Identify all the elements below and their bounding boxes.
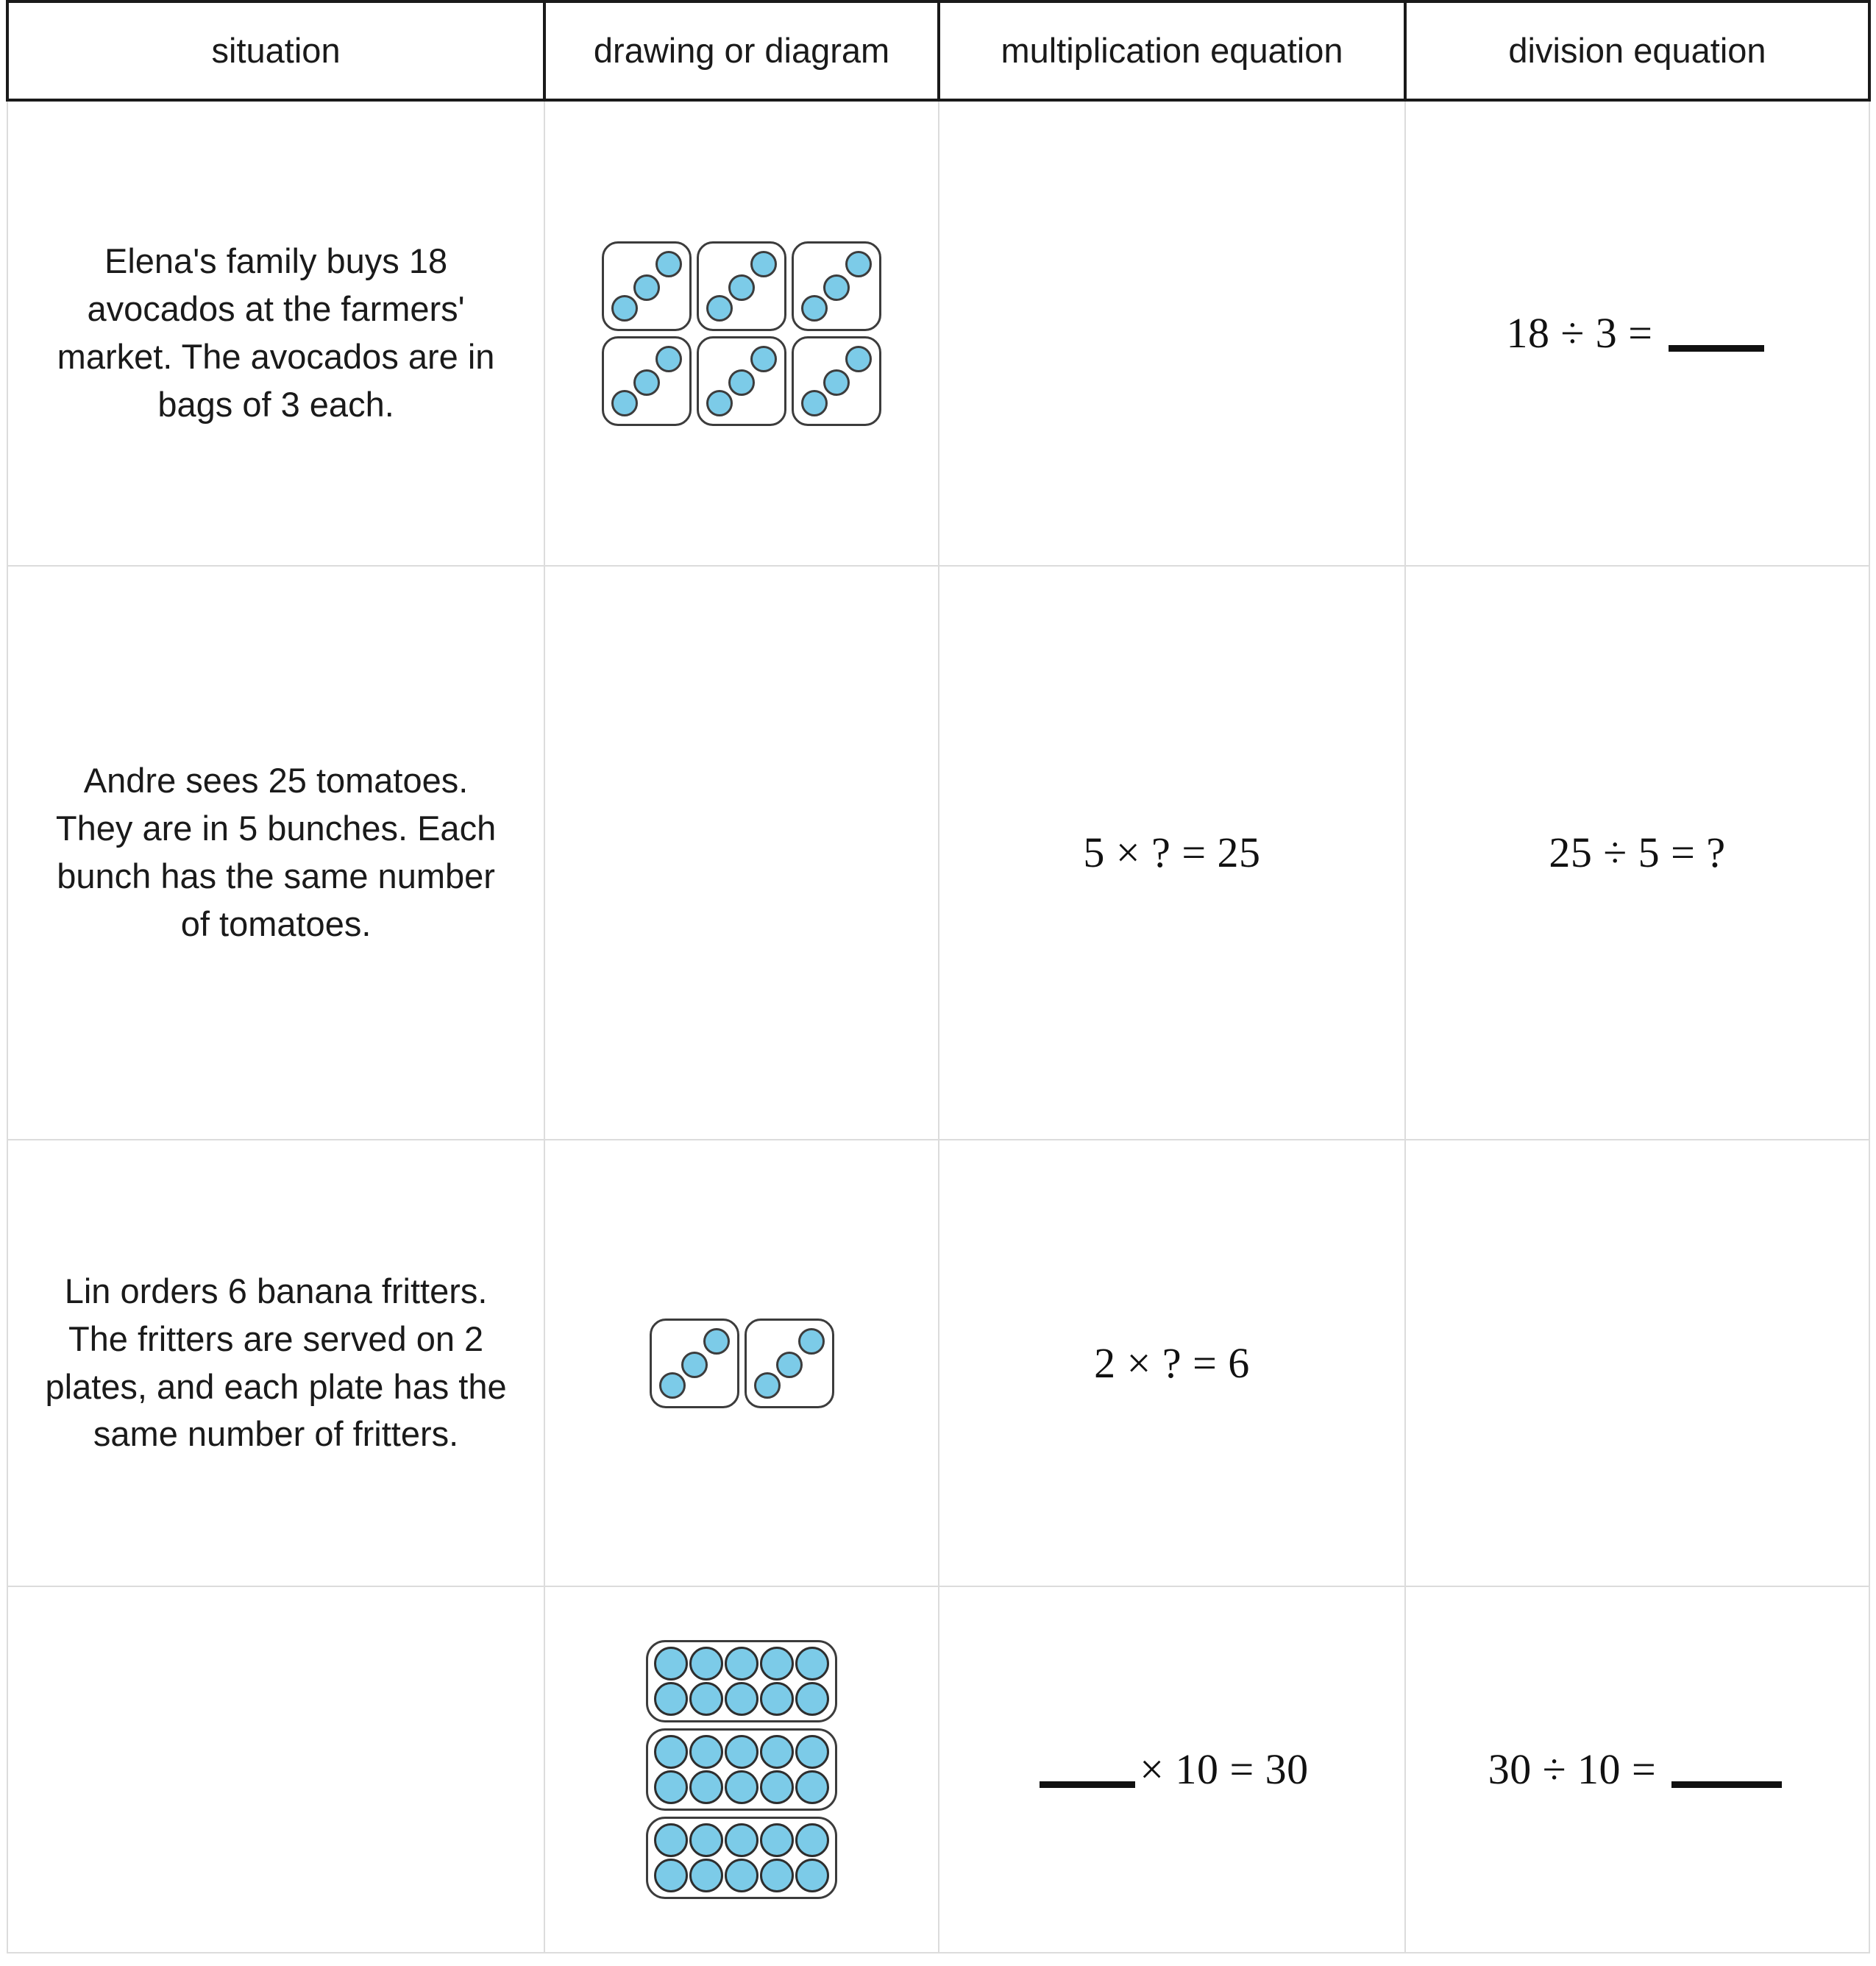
dot-icon bbox=[795, 1770, 829, 1804]
dot-icon bbox=[681, 1352, 708, 1378]
table-row bbox=[7, 1140, 1869, 1586]
diagram-drawing-area[interactable] bbox=[551, 849, 932, 856]
dot-row bbox=[654, 1770, 829, 1804]
dot-icon bbox=[795, 1735, 829, 1769]
situation-text: Lin orders 6 banana fritters. The fritters are served on 2 plates, and each plate has the same number of fritters. bbox=[45, 1271, 507, 1454]
column-header-division: division equation bbox=[1405, 1, 1869, 100]
dot-icon bbox=[728, 369, 755, 396]
dot-icon bbox=[795, 1682, 829, 1716]
die bbox=[745, 1319, 834, 1408]
dot-row bbox=[654, 1682, 829, 1716]
situation-cell bbox=[7, 1140, 544, 1586]
dot-icon bbox=[750, 346, 777, 372]
situation-text: Elena's family buys 18 avocados at the farmers' market. The avocados are in bags of 3 each. bbox=[57, 241, 495, 424]
column-header-situation: situation bbox=[7, 1, 544, 100]
die bbox=[697, 336, 786, 426]
dot-icon bbox=[760, 1735, 794, 1769]
dot-icon bbox=[654, 1682, 688, 1716]
dot-icon bbox=[654, 1823, 688, 1857]
division-equation: 25 ÷ 5 = ? bbox=[1549, 828, 1726, 877]
groups-of-ten-diagram bbox=[551, 1640, 932, 1899]
dot-icon bbox=[760, 1770, 794, 1804]
dot-icon bbox=[655, 346, 682, 372]
dot-icon bbox=[611, 295, 638, 322]
dot-icon bbox=[654, 1859, 688, 1892]
dot-icon bbox=[689, 1735, 723, 1769]
multiplication-equation-text: × 10 = 30 bbox=[1140, 1745, 1309, 1794]
division-equation bbox=[1412, 308, 1863, 359]
group-of-ten bbox=[646, 1817, 837, 1899]
diagram-cell bbox=[544, 1140, 939, 1586]
dot-icon bbox=[801, 390, 828, 416]
dot-icon bbox=[633, 369, 660, 396]
dot-row bbox=[654, 1647, 829, 1681]
multiplication-equation bbox=[945, 1744, 1399, 1795]
dot-icon bbox=[801, 295, 828, 322]
dot-icon bbox=[760, 1682, 794, 1716]
diagram-cell bbox=[544, 1586, 939, 1953]
answer-blank[interactable] bbox=[1671, 1781, 1782, 1788]
multiplication-equation: 2 × ? = 6 bbox=[1094, 1338, 1250, 1387]
dice-group-diagram bbox=[594, 241, 889, 426]
dot-icon bbox=[689, 1770, 723, 1804]
dot-icon bbox=[725, 1770, 758, 1804]
die bbox=[792, 336, 881, 426]
table-header bbox=[7, 1, 1869, 100]
dot-icon bbox=[776, 1352, 803, 1378]
division-cell bbox=[1405, 1586, 1869, 1953]
dot-icon bbox=[823, 369, 850, 396]
dot-icon bbox=[725, 1859, 758, 1892]
division-cell bbox=[1405, 100, 1869, 566]
dot-row bbox=[654, 1859, 829, 1892]
diagram-cell bbox=[544, 100, 939, 566]
division-cell[interactable] bbox=[1405, 1140, 1869, 1586]
dot-icon bbox=[633, 274, 660, 301]
die bbox=[650, 1319, 739, 1408]
dot-row bbox=[654, 1735, 829, 1769]
column-header-multiplication: multiplication equation bbox=[939, 1, 1405, 100]
dot-icon bbox=[611, 390, 638, 416]
die bbox=[602, 241, 692, 331]
division-equation bbox=[1412, 1744, 1863, 1795]
dot-icon bbox=[795, 1859, 829, 1892]
situation-equation-table bbox=[6, 0, 1871, 1953]
dot-icon bbox=[760, 1823, 794, 1857]
dot-icon bbox=[725, 1682, 758, 1716]
dot-icon bbox=[689, 1647, 723, 1681]
dot-icon bbox=[795, 1823, 829, 1857]
table-body bbox=[7, 100, 1869, 1953]
dot-icon bbox=[654, 1735, 688, 1769]
dot-icon bbox=[655, 251, 682, 277]
table-header-row bbox=[7, 1, 1869, 100]
dot-icon bbox=[760, 1859, 794, 1892]
answer-blank[interactable] bbox=[1040, 1781, 1135, 1788]
dot-icon bbox=[795, 1647, 829, 1681]
multiplication-cell bbox=[939, 566, 1405, 1140]
table-row bbox=[7, 100, 1869, 566]
dot-icon bbox=[728, 274, 755, 301]
multiplication-cell[interactable] bbox=[939, 100, 1405, 566]
multiplication-equation: 5 × ? = 25 bbox=[1083, 828, 1261, 877]
group-of-ten bbox=[646, 1728, 837, 1811]
situation-cell[interactable] bbox=[7, 1586, 544, 1953]
dot-icon bbox=[689, 1859, 723, 1892]
dice-group-diagram bbox=[642, 1319, 841, 1408]
multiplication-cell bbox=[939, 1586, 1405, 1953]
dot-icon bbox=[845, 346, 872, 372]
dot-row bbox=[654, 1823, 829, 1857]
multiplication-answer-area[interactable] bbox=[945, 330, 1399, 337]
multiplication-cell bbox=[939, 1140, 1405, 1586]
dot-icon bbox=[703, 1328, 730, 1355]
dot-icon bbox=[754, 1372, 781, 1399]
dot-icon bbox=[654, 1770, 688, 1804]
table-row bbox=[7, 566, 1869, 1140]
dot-icon bbox=[725, 1647, 758, 1681]
dot-icon bbox=[845, 251, 872, 277]
division-equation-text: 18 ÷ 3 = bbox=[1506, 309, 1664, 358]
dot-icon bbox=[725, 1735, 758, 1769]
division-cell bbox=[1405, 566, 1869, 1140]
division-answer-area[interactable] bbox=[1412, 1360, 1863, 1367]
dot-icon bbox=[706, 390, 733, 416]
dot-icon bbox=[706, 295, 733, 322]
die bbox=[697, 241, 786, 331]
dot-icon bbox=[654, 1647, 688, 1681]
die bbox=[602, 336, 692, 426]
group-of-ten bbox=[646, 1640, 837, 1722]
dot-icon bbox=[725, 1823, 758, 1857]
dot-icon bbox=[659, 1372, 686, 1399]
dot-icon bbox=[750, 251, 777, 277]
situation-cell bbox=[7, 566, 544, 1140]
answer-blank[interactable] bbox=[1669, 345, 1764, 352]
dot-icon bbox=[689, 1823, 723, 1857]
division-equation-text: 30 ÷ 10 = bbox=[1488, 1745, 1668, 1794]
dot-icon bbox=[689, 1682, 723, 1716]
situation-text: Andre sees 25 tomatoes. They are in 5 bunches. Each bunch has the same number of tomatoes. bbox=[55, 761, 497, 943]
situation-cell bbox=[7, 100, 544, 566]
dot-icon bbox=[798, 1328, 825, 1355]
table-row bbox=[7, 1586, 1869, 1953]
dot-icon bbox=[760, 1647, 794, 1681]
column-header-drawing: drawing or diagram bbox=[544, 1, 939, 100]
die bbox=[792, 241, 881, 331]
diagram-cell[interactable] bbox=[544, 566, 939, 1140]
dot-icon bbox=[823, 274, 850, 301]
